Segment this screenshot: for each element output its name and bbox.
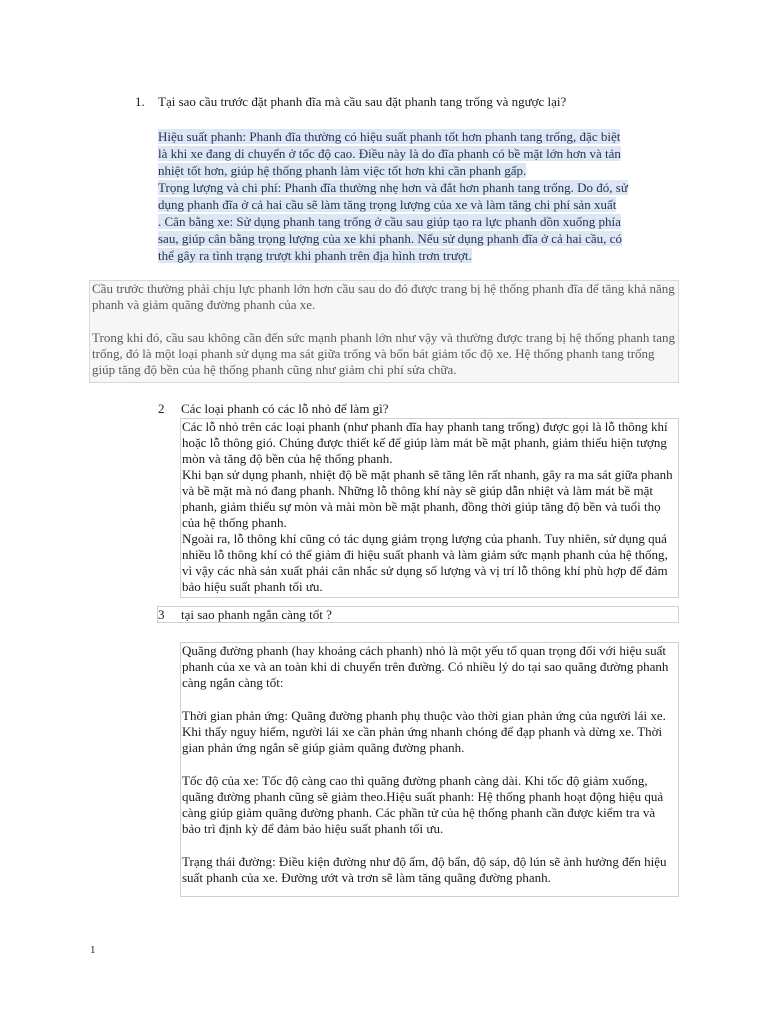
question-3-heading — [157, 606, 679, 623]
answer-line: sau, giúp cân bằng trọng lượng của xe khi phanh. Nếu sử dụng phanh đĩa ở cả hai cầu, có — [158, 231, 622, 246]
answer-line: thể gây ra tình trạng trượt khi phanh trên địa hình trơn trượt. — [158, 248, 472, 263]
q3-paragraph-1: Quãng đường phanh (hay khoảng cách phanh) nhỏ là một yếu tố quan trọng đối với hiệu suất phanh của xe và an toàn khi di chuyển trên đường. Có nhiều lý do tại sao quãng đường phanh càng ngắn càng tốt: — [182, 643, 669, 690]
answer-line: Hiệu suất phanh: Phanh đĩa thường có hiệu suất phanh tốt hơn phanh tang trống, đặc biệt — [158, 129, 621, 144]
answer-line: là khi xe đang di chuyển ở tốc độ cao. Điều này là do đĩa phanh có bề mặt lớn hơn và tản — [158, 146, 621, 161]
question-2-title: Các loại phanh có các lỗ nhỏ để làm gì? — [181, 401, 389, 416]
question-2-heading — [158, 401, 678, 417]
q2-paragraph-3: Ngoài ra, lỗ thông khí cũng có tác dụng giảm trọng lượng của phanh. Tuy nhiên, sử dụng quá nhiều lỗ thông khí có thể giảm đi hiệu suất phanh và làm giảm sức mạnh phanh của hệ thống, vì vậy các nhà sản xuất phải cân nhắc sử dụng số lượng và vị trí lỗ thông khí phù hợp để đảm bảo hiệu suất phanh tối ưu. — [182, 531, 668, 594]
question-2-number: 2 — [158, 401, 165, 416]
answer-line: dụng phanh đĩa ở cả hai cầu sẽ làm tăng trọng lượng của xe và làm tăng chi phí sản xuất — [158, 197, 617, 212]
answer-line: Trọng lượng và chi phí: Phanh đĩa thường nhẹ hơn và đắt hơn phanh tang trống. Do đó, sử — [158, 180, 628, 195]
question-1-note-box — [89, 280, 679, 383]
q2-paragraph-2: Khi bạn sử dụng phanh, nhiệt độ bề mặt phanh sẽ tăng lên rất nhanh, gây ra ma sát giữa phanh và bề mặt mà nó đang phanh. Những lỗ thông khí này sẽ giúp dẫn nhiệt và làm mát bề mặt phanh, giảm thiểu sự mòn và mài mòn bề mặt phanh, đồng thời giúp tăng độ bền và tuổi thọ của hệ thống phanh. — [182, 467, 673, 530]
note-paragraph-1: Cầu trước thường phải chịu lực phanh lớn hơn cầu sau do đó được trang bị hệ thống phanh đĩa để tăng khả năng phanh và giảm quãng đường phanh của xe. — [92, 281, 675, 312]
question-3-title: tại sao phanh ngắn càng tốt ? — [181, 607, 332, 622]
answer-line: nhiệt tốt hơn, giúp hệ thống phanh làm việc tốt hơn khi cần phanh gấp. — [158, 163, 527, 178]
q3-paragraph-2: Thời gian phản ứng: Quãng đường phanh phụ thuộc vào thời gian phản ứng của người lái xe. Khi thấy nguy hiểm, người lái xe cần phản ứng nhanh chóng để đạp phanh và dừng xe. Thời gian phản ứng ngắn sẽ giúp giảm quãng đường phanh. — [182, 708, 666, 755]
q3-paragraph-3: Tốc độ của xe: Tốc độ càng cao thì quãng đường phanh càng dài. Khi tốc độ giảm xuống, quãng đường phanh cũng sẽ giảm theo.Hiệu suất phanh: Hệ thống phanh hoạt động hiệu quả càng giúp giảm quãng đường phanh. Các phần tử của hệ thống phanh cần được kiểm tra và bảo trì định kỳ để đảm bảo hiệu suất phanh tối ưu. — [182, 773, 664, 836]
question-3-number: 3 — [158, 607, 165, 622]
page-number: 1 — [90, 944, 96, 956]
question-1-title: Tại sao cầu trước đặt phanh đĩa mà cầu sau đặt phanh tang trống và ngược lại? — [158, 94, 567, 109]
q2-paragraph-1: Các lỗ nhỏ trên các loại phanh (như phanh đĩa hay phanh tang trống) được gọi là lỗ thông khí hoặc lỗ thông gió. Chúng được thiết kế để giúp làm mát bề mặt phanh, giảm thiểu hiện tượng mòn và tăng độ bền của hệ thống phanh. — [182, 419, 668, 466]
question-2-answer-box — [180, 418, 679, 598]
question-1-highlighted-answer — [158, 128, 678, 264]
q3-paragraph-4: Trạng thái đường: Điều kiện đường như độ ẩm, độ bẩn, độ sáp, độ lún sẽ ảnh hưởng đến hiệu suất phanh của xe. Đường ướt và trơn sẽ làm tăng quãng đường phanh. — [182, 854, 667, 885]
question-3-answer-box — [180, 642, 679, 897]
question-1-number: 1. — [135, 94, 145, 109]
note-paragraph-2: Trong khi đó, cầu sau không cần đến sức mạnh phanh lớn như vậy và thường được trang bị hệ thống phanh tang trống, đó là một loại phanh sử dụng ma sát giữa trống và bốn bát giảm tốc độ xe. Hệ thống phanh tang trống giúp tăng độ bền của hệ thống phanh cũng như giảm chi phí sửa chữa. — [92, 330, 676, 377]
answer-line: . Cân bằng xe: Sử dụng phanh tang trống ở cầu sau giúp tạo ra lực phanh dồn xuống phía — [158, 214, 621, 229]
question-1-heading — [135, 94, 655, 110]
